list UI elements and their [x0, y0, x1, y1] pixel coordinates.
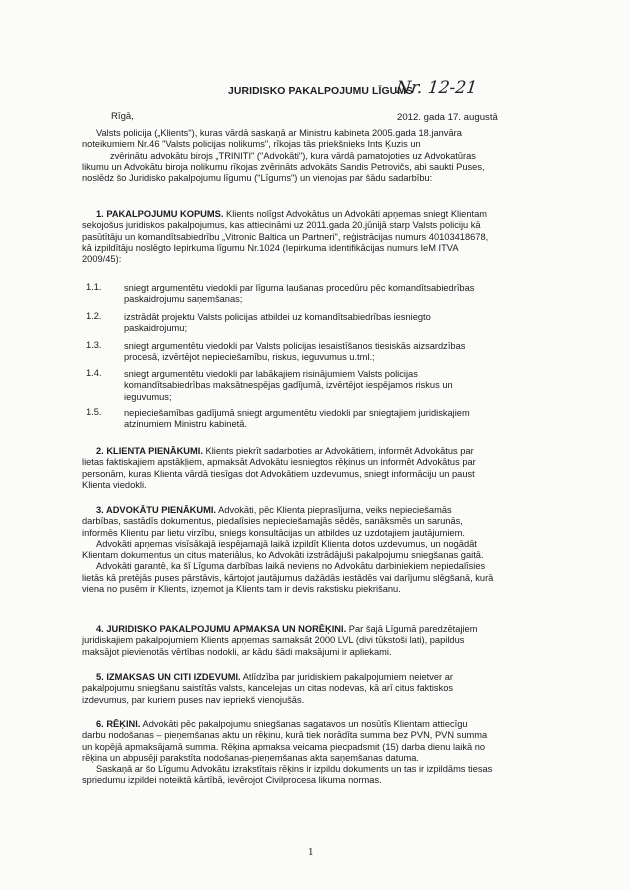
page-number: 1: [308, 848, 314, 858]
section-5-line: pakalpojumu sniegšanu saistītās valsts, kancelejas un citas nodevas, kā arī citus faktiskos: [82, 683, 454, 694]
section-3-line: informēs Klientu par lietu virzību, sniegs konsultācijas un atbildes uz uzdotajiem jautājumiem.: [82, 527, 465, 538]
section-2-line: Klients piekrīt sadarboties ar Advokātiem, informēt Advokātus par: [202, 446, 474, 456]
section-6-line: spriedumu izpildei noteiktā kārtībā, ievērojot Civilprocesa likuma normas.: [82, 775, 382, 786]
section-6-line: Advokāti pēc pakalpojumu sniegšanas sagatavos un nosūtīs Klientam attiecīgu: [140, 719, 468, 729]
section-4-heading: 4. JURIDISKO PAKALPOJUMU APMAKSA UN NORĒĶINI.: [96, 624, 347, 634]
section-6: [82, 719, 554, 787]
section-2-heading: 2. KLIENTA PIENĀKUMI.: [96, 446, 203, 456]
section-2: [82, 446, 554, 491]
section-3-line: viena no pusēm ir Klients, izņemot ja Klients tam ir devis rakstisku piekrišanu.: [82, 584, 401, 595]
section-3-heading: 3. ADVOKĀTU PIENĀKUMI.: [96, 505, 217, 515]
section-1-line: kā izpildītāju noslēgto Iepirkuma līgumu Nr.1024 (Iepirkuma identifikācijas numurs IeM ITVA: [82, 242, 459, 253]
section-1: [82, 209, 554, 265]
item-line: nepieciešamības gadījumā sniegt argumentētu viedokli par sniegtajiem juridiskajiem: [124, 408, 470, 418]
intro-line: likumu un Advokātu biroja nolikumu rīkojas zvērināts advokāts Sandis Petrovičs, abi saukti Puses,: [82, 161, 485, 172]
place-label: Rīgā,: [111, 111, 134, 122]
item-1-5: [124, 408, 554, 431]
section-3-line: darbības, sastādīs dokumentus, piedalīsies nepieciešamajās sēdēs, sanāksmēs un sarunās,: [82, 516, 463, 527]
section-5-heading: 5. IZMAKSAS UN CITI IZDEVUMI.: [96, 672, 241, 682]
section-1-line: pasūtītāju un komandītsabiedrību „Vitronic Baltica un Partneri", reģistrācijas numurs 40103418678,: [82, 231, 489, 242]
item-number: 1.1.: [86, 282, 102, 292]
section-6-heading: 6. RĒĶINI.: [96, 719, 141, 729]
contract-date: 2012. gada 17. augustā: [397, 112, 498, 123]
section-4: [82, 624, 554, 658]
item-line: procesā, izvērtējot nepieciešamību, riskus, ieguvumus u.tml.;: [124, 352, 375, 363]
section-6-line: darbu nodošanas – pieņemšanas aktu un rēķinu, kurā tiek norādīta summa bez PVN, PVN summa: [82, 730, 488, 741]
item-number: 1.4.: [86, 368, 102, 378]
item-line: paskaidrojumu saņemšanas;: [124, 294, 243, 305]
item-number: 1.3.: [86, 340, 102, 350]
section-4-line: maksājot pievienotās vērtības nodokli, ar kādu šādi maksājumi ir apliekami.: [82, 646, 392, 657]
section-3: [82, 505, 554, 595]
intro-line: noslēdz šo Juridisko pakalpojumu līgumu ("Līgums") un vienojas par šādu sadarbību:: [82, 173, 433, 184]
section-3-line: Advokāti apņemas visīsākajā iespējamajā laikā izpildīt Klienta dotos uzdevumus, un nogādāt: [96, 538, 477, 549]
intro-paragraph: [82, 128, 554, 184]
section-4-line: Par šajā Līgumā paredzētajiem: [346, 624, 478, 634]
section-5-line: izdevumus, par kuriem puses nav iepriekš vienojušās.: [82, 694, 305, 705]
item-line: sniegt argumentētu viedokli par labākajiem risinājumiem Valsts policijas: [124, 369, 418, 379]
item-line: sniegt argumentētu viedokli par līguma laušanas procedūru pēc komandītsabiedrības: [124, 283, 475, 293]
intro-line: noteikumiem Nr.46 "Valsts policijas nolikums", rīkojas tās priekšnieks Ints Ķuzis un: [82, 139, 421, 150]
section-5-line: Atlīdzība par juridiskiem pakalpojumiem neietver ar: [240, 672, 454, 682]
item-line: paskaidrojumu;: [124, 323, 188, 334]
handwritten-contract-number: Nr. 12-21: [394, 78, 479, 98]
intro-line: zvērinātu advokātu birojs „TRINITI" ("Advokāti"), kura vārdā pamatojoties uz Advokatūras: [110, 150, 476, 161]
section-1-line: Klients nolīgst Advokātus un Advokāti apņemas sniegt Klientam: [223, 209, 487, 219]
section-3-line: lietās kā pretējās puses pārstāvis, kārtojot jautājumus dažādās iestādēs vai darījumu slēgšanā, kurā: [82, 572, 494, 583]
item-line: izstrādāt projektu Valsts policijas atbildei uz komandītsabiedrības iesniegto: [124, 312, 431, 322]
section-1-heading: 1. PAKALPOJUMU KOPUMS.: [96, 209, 224, 219]
item-line: sniegt argumentētu viedokli par Valsts policijas iesaistīšanos tiesiskās aizsardzības: [124, 341, 466, 351]
section-2-line: lietas faktiskajiem apstākļiem, apmaksāt Advokātu iesniegtos rēķinus un informēt Advokātus par: [82, 457, 476, 468]
section-6-line: rēķina un abpusēji parakstīta nodošanas-pieņemšanas akta saņemšanas datuma.: [82, 752, 419, 763]
item-number: 1.2.: [86, 311, 102, 321]
section-3-line: Klientam dokumentus un citus materiālus, ko Advokāti izstrādājuši pakalpojumu sniegšanas gaitā.: [82, 550, 484, 561]
item-1-2: [124, 312, 554, 335]
section-3-line: Advokāti garantē, ka šī Līguma darbības laikā neviens no Advokātu darbiniekiem nepiedalīsies: [96, 561, 486, 572]
section-2-line: Klienta viedokli.: [82, 479, 147, 490]
item-1-1: [124, 283, 554, 306]
section-1-line: 2009/45):: [82, 254, 122, 265]
document-title: JURIDISKO PAKALPOJUMU LĪGUMS: [228, 86, 414, 97]
section-6-line: Saskaņā ar šo Līgumu Advokātu izrakstītais rēķins ir izpildu dokuments un tas ir izpildāms tiesas: [96, 764, 493, 775]
section-4-line: juridiskajiem pakalpojumiem Klients apņemas samaksāt 2000 LVL (divi tūkstoši lati), papildus: [82, 635, 465, 646]
section-6-line: un kopējā apmaksājamā summa. Rēķina apmaksa veicama piecpadsmit (15) darba dienu laikā no: [82, 741, 486, 752]
section-3-line: Advokāti, pēc Klienta pieprasījuma, veiks nepieciešamās: [216, 505, 452, 515]
item-line: ieguvumus;: [124, 391, 172, 402]
item-number: 1.5.: [86, 407, 102, 417]
intro-line: Valsts policija („Klients"), kuras vārdā saskaņā ar Ministru kabineta 2005.gada 18.janvāra: [96, 128, 462, 138]
item-1-3: [124, 341, 554, 364]
section-1-line: sekojošus juridiskos pakalpojumus, kas attiecināmi uz 2011.gada 20.jūnijā starp Valsts policiju kā: [82, 220, 481, 231]
section-5: [82, 672, 554, 706]
item-line: atzinumiem Ministru kabinetā.: [124, 419, 247, 430]
item-line: komandītsabiedrības maksātnespējas gadījumā, izvērtējot iespējamos riskus un: [124, 380, 453, 391]
section-2-line: personām, kuras Klienta vārdā tiesīgas dot Advokātiem uzdevumus, sniegt informāciju un paust: [82, 468, 475, 479]
item-1-4: [124, 369, 554, 403]
